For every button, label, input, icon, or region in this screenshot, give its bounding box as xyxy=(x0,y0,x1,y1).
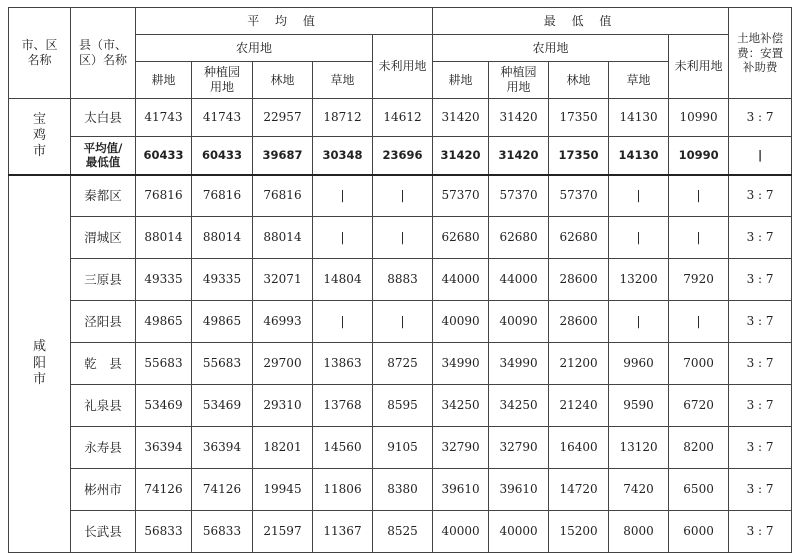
value-cell: 62680 xyxy=(549,217,609,259)
value-cell: 34990 xyxy=(433,343,489,385)
value-cell: 18712 xyxy=(313,99,373,137)
value-cell: 76816 xyxy=(136,175,192,217)
value-cell: 21200 xyxy=(549,343,609,385)
value-cell: 49865 xyxy=(192,301,253,343)
min-cultivated-header: 耕地 xyxy=(433,62,489,99)
county-name-cell: 长武县 xyxy=(71,511,136,553)
county-name-cell: 乾 县 xyxy=(71,343,136,385)
value-cell: 76816 xyxy=(253,175,313,217)
table-row xyxy=(9,137,792,175)
value-cell: 9590 xyxy=(609,385,669,427)
value-cell: 3 : 7 xyxy=(729,427,792,469)
value-cell: 9105 xyxy=(373,427,433,469)
county-name-cell: 彬州市 xyxy=(71,469,136,511)
value-cell: 55683 xyxy=(136,343,192,385)
value-cell: 28600 xyxy=(549,259,609,301)
value-cell: 14720 xyxy=(549,469,609,511)
city-name-cell: 宝 鸡 市 xyxy=(9,99,71,175)
table-row xyxy=(9,427,792,469)
avg-plantation-header: 种植园 用地 xyxy=(192,62,253,99)
value-cell: 76816 xyxy=(192,175,253,217)
value-cell: | xyxy=(669,217,729,259)
value-cell: 3 : 7 xyxy=(729,511,792,553)
city-name-cell: 咸 阳 市 xyxy=(9,175,71,553)
value-cell: 31420 xyxy=(489,99,549,137)
value-cell: 56833 xyxy=(136,511,192,553)
table-row xyxy=(9,99,792,137)
value-cell: | xyxy=(609,175,669,217)
value-cell: 13120 xyxy=(609,427,669,469)
value-cell: | xyxy=(669,301,729,343)
county-name-cell: 太白县 xyxy=(71,99,136,137)
value-cell: 6000 xyxy=(669,511,729,553)
value-cell: 21597 xyxy=(253,511,313,553)
value-cell: 13200 xyxy=(609,259,669,301)
value-cell: 41743 xyxy=(192,99,253,137)
value-cell: | xyxy=(609,301,669,343)
table-row xyxy=(9,301,792,343)
value-cell: 19945 xyxy=(253,469,313,511)
value-cell: 7420 xyxy=(609,469,669,511)
avg-cultivated-header: 耕地 xyxy=(136,62,192,99)
value-cell: 8000 xyxy=(609,511,669,553)
value-cell: | xyxy=(373,175,433,217)
table-row xyxy=(9,175,792,217)
value-cell: 22957 xyxy=(253,99,313,137)
value-cell: 49865 xyxy=(136,301,192,343)
value-cell: 44000 xyxy=(433,259,489,301)
value-cell: 32071 xyxy=(253,259,313,301)
table-row xyxy=(9,511,792,553)
value-cell: 32790 xyxy=(433,427,489,469)
value-cell: 3 : 7 xyxy=(729,99,792,137)
table-row xyxy=(9,343,792,385)
value-cell: 10990 xyxy=(669,137,729,175)
county-name-cell: 永寿县 xyxy=(71,427,136,469)
value-cell: 88014 xyxy=(192,217,253,259)
value-cell: 29700 xyxy=(253,343,313,385)
value-cell: 8883 xyxy=(373,259,433,301)
value-cell: 29310 xyxy=(253,385,313,427)
value-cell: 32790 xyxy=(489,427,549,469)
value-cell: | xyxy=(313,217,373,259)
county-name-cell: 渭城区 xyxy=(71,217,136,259)
county-name-cell: 泾阳县 xyxy=(71,301,136,343)
min-grassland-header: 草地 xyxy=(609,62,669,99)
compensation-ratio-header: 土地补偿 费：安置 补助费 xyxy=(729,8,792,99)
value-cell: 57370 xyxy=(549,175,609,217)
value-cell: 8595 xyxy=(373,385,433,427)
value-cell: 6720 xyxy=(669,385,729,427)
table-body xyxy=(9,99,792,553)
value-cell: 40000 xyxy=(433,511,489,553)
value-cell: 3 : 7 xyxy=(729,469,792,511)
value-cell: 31420 xyxy=(433,137,489,175)
value-cell: 88014 xyxy=(253,217,313,259)
value-cell: 34990 xyxy=(489,343,549,385)
value-cell: 36394 xyxy=(136,427,192,469)
value-cell: 3 : 7 xyxy=(729,343,792,385)
value-cell: 41743 xyxy=(136,99,192,137)
value-cell: 40000 xyxy=(489,511,549,553)
min-plantation-header: 种植园 用地 xyxy=(489,62,549,99)
value-cell: 3 : 7 xyxy=(729,217,792,259)
value-cell: 14804 xyxy=(313,259,373,301)
value-cell: 23696 xyxy=(373,137,433,175)
value-cell: 44000 xyxy=(489,259,549,301)
value-cell: 15200 xyxy=(549,511,609,553)
city-header: 市、区 名称 xyxy=(9,8,71,99)
value-cell: 46993 xyxy=(253,301,313,343)
value-cell: 39610 xyxy=(433,469,489,511)
value-cell: 3 : 7 xyxy=(729,301,792,343)
value-cell: 60433 xyxy=(192,137,253,175)
value-cell: 30348 xyxy=(313,137,373,175)
value-cell: 14560 xyxy=(313,427,373,469)
value-cell: 49335 xyxy=(136,259,192,301)
table-row xyxy=(9,469,792,511)
value-cell: 39687 xyxy=(253,137,313,175)
value-cell: 34250 xyxy=(489,385,549,427)
table-row xyxy=(9,259,792,301)
value-cell: | xyxy=(669,175,729,217)
value-cell: | xyxy=(313,301,373,343)
value-cell: | xyxy=(373,301,433,343)
value-cell: 40090 xyxy=(489,301,549,343)
avg-farmland-header: 农用地 xyxy=(136,35,373,62)
value-cell: 11806 xyxy=(313,469,373,511)
value-cell: 8725 xyxy=(373,343,433,385)
value-cell: | xyxy=(609,217,669,259)
county-name-cell: 三原县 xyxy=(71,259,136,301)
average-value-header: 平 均 值 xyxy=(136,8,433,35)
value-cell: 53469 xyxy=(136,385,192,427)
value-cell: 31420 xyxy=(489,137,549,175)
value-cell: 60433 xyxy=(136,137,192,175)
value-cell: 55683 xyxy=(192,343,253,385)
value-cell: 13768 xyxy=(313,385,373,427)
value-cell: 3 : 7 xyxy=(729,259,792,301)
value-cell: | xyxy=(373,217,433,259)
value-cell: 88014 xyxy=(136,217,192,259)
county-name-cell: 秦都区 xyxy=(71,175,136,217)
value-cell: 7920 xyxy=(669,259,729,301)
value-cell: 74126 xyxy=(136,469,192,511)
value-cell: 28600 xyxy=(549,301,609,343)
avg-grassland-header: 草地 xyxy=(313,62,373,99)
value-cell: 14130 xyxy=(609,99,669,137)
county-name-cell: 礼泉县 xyxy=(71,385,136,427)
value-cell: 3 : 7 xyxy=(729,175,792,217)
value-cell: 31420 xyxy=(433,99,489,137)
minimum-value-header: 最 低 值 xyxy=(433,8,729,35)
value-cell: 34250 xyxy=(433,385,489,427)
avg-unused-land-header: 未利用地 xyxy=(373,35,433,99)
table-row xyxy=(9,217,792,259)
value-cell: 14612 xyxy=(373,99,433,137)
county-header: 县（市、 区）名称 xyxy=(71,8,136,99)
county-name-cell: 平均值/ 最低值 xyxy=(71,137,136,175)
value-cell: 17350 xyxy=(549,137,609,175)
value-cell: 62680 xyxy=(489,217,549,259)
value-cell: 11367 xyxy=(313,511,373,553)
value-cell: 8200 xyxy=(669,427,729,469)
min-farmland-header: 农用地 xyxy=(433,35,669,62)
value-cell: | xyxy=(729,137,792,175)
value-cell: 8525 xyxy=(373,511,433,553)
value-cell: 17350 xyxy=(549,99,609,137)
value-cell: 53469 xyxy=(192,385,253,427)
value-cell: 62680 xyxy=(433,217,489,259)
value-cell: 6500 xyxy=(669,469,729,511)
value-cell: 10990 xyxy=(669,99,729,137)
table-row xyxy=(9,385,792,427)
value-cell: 9960 xyxy=(609,343,669,385)
value-cell: 39610 xyxy=(489,469,549,511)
value-cell: 13863 xyxy=(313,343,373,385)
avg-forest-header: 林地 xyxy=(253,62,313,99)
value-cell: | xyxy=(313,175,373,217)
value-cell: 40090 xyxy=(433,301,489,343)
header-row-1 xyxy=(9,8,792,35)
value-cell: 8380 xyxy=(373,469,433,511)
value-cell: 36394 xyxy=(192,427,253,469)
value-cell: 57370 xyxy=(489,175,549,217)
value-cell: 21240 xyxy=(549,385,609,427)
value-cell: 7000 xyxy=(669,343,729,385)
value-cell: 56833 xyxy=(192,511,253,553)
value-cell: 18201 xyxy=(253,427,313,469)
value-cell: 57370 xyxy=(433,175,489,217)
value-cell: 14130 xyxy=(609,137,669,175)
value-cell: 16400 xyxy=(549,427,609,469)
min-unused-land-header: 未利用地 xyxy=(669,35,729,99)
value-cell: 74126 xyxy=(192,469,253,511)
value-cell: 3 : 7 xyxy=(729,385,792,427)
min-forest-header: 林地 xyxy=(549,62,609,99)
value-cell: 49335 xyxy=(192,259,253,301)
land-compensation-table xyxy=(8,7,792,553)
